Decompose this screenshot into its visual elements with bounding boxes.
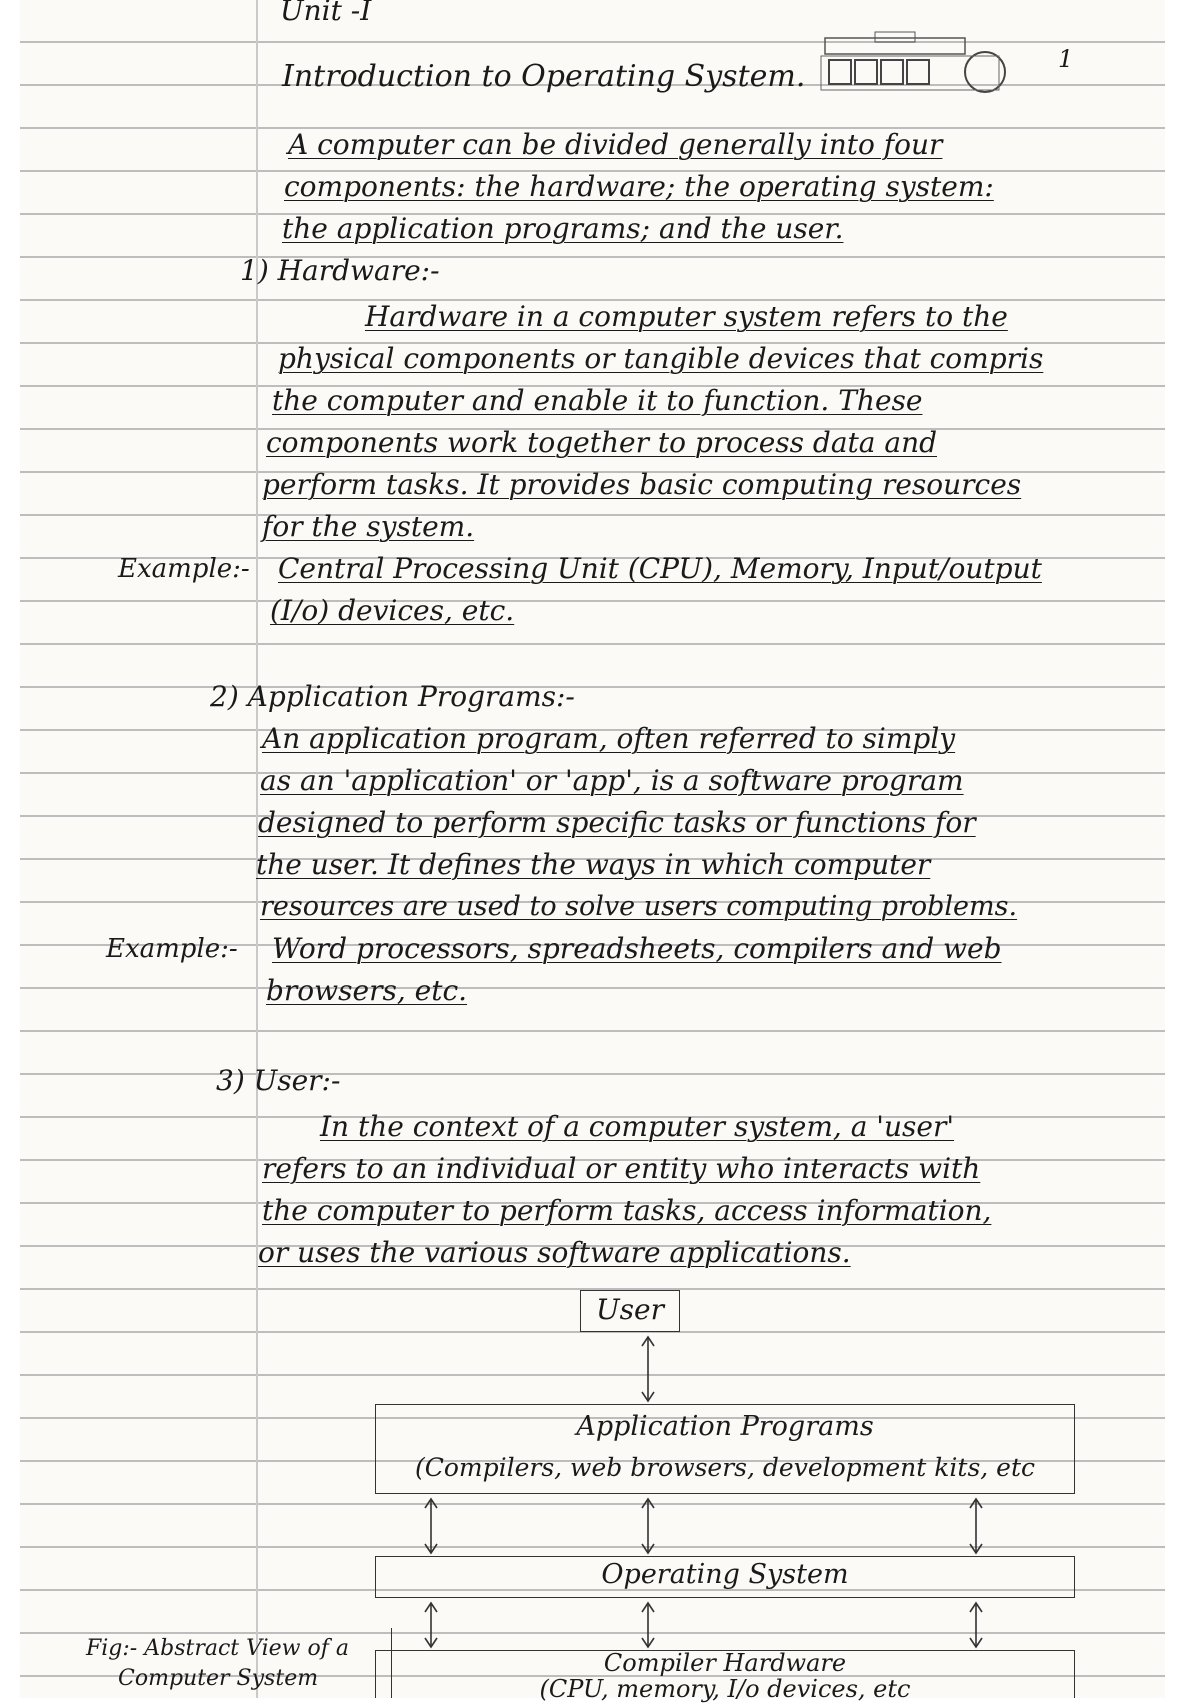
page-title: Introduction to Operating System.	[282, 59, 806, 94]
hardware-example-label: Example:-	[118, 554, 250, 584]
double-arrow-icon	[423, 1496, 439, 1556]
double-arrow-icon	[640, 1334, 656, 1404]
figure-caption: Computer System	[118, 1666, 319, 1691]
applications-line: resources are used to solve users computing problems.	[260, 891, 1018, 922]
page-number: 1	[1058, 45, 1074, 73]
user-line: refers to an individual or entity who interacts with	[262, 1152, 981, 1185]
diagram-hardware-sub: (CPU, memory, I/o devices, etc	[539, 1675, 911, 1703]
figure-caption: Fig:- Abstract View of a	[86, 1636, 349, 1661]
intro-line: components: the hardware; the operating system:	[284, 170, 994, 203]
applications-example-line: browsers, etc.	[266, 974, 468, 1007]
diagram-os-label: Operating System	[601, 1559, 849, 1590]
user-heading: 3) User:-	[216, 1064, 341, 1097]
diagram-user-box	[580, 1290, 680, 1332]
double-arrow-icon	[640, 1496, 656, 1556]
applications-line: An application program, often referred to simply	[262, 722, 956, 755]
diagram-hardware-title: Compiler Hardware	[603, 1649, 847, 1677]
unit-label: Unit -I	[280, 0, 372, 27]
hardware-line: Hardware in a computer system refers to the	[365, 300, 1008, 333]
applications-line: as an 'application' or 'app', is a software program	[260, 764, 964, 797]
double-arrow-icon	[423, 1600, 439, 1650]
user-line: or uses the various software applications.	[258, 1236, 851, 1269]
hardware-line: for the system.	[262, 510, 475, 543]
double-arrow-icon	[968, 1496, 984, 1556]
applications-example-label: Example:-	[106, 934, 238, 964]
diagram-hardware-box	[375, 1649, 1075, 1703]
notebook-stamp-icon	[815, 30, 1015, 100]
hardware-heading: 1) Hardware:-	[240, 254, 440, 287]
diagram-user-label: User	[596, 1293, 664, 1326]
intro-line: the application programs; and the user.	[282, 212, 844, 245]
user-line: the computer to perform tasks, access information,	[262, 1194, 992, 1227]
applications-line: designed to perform specific tasks or functions for	[258, 806, 976, 839]
notebook-page	[20, 0, 1165, 1703]
hardware-line: physical components or tangible devices that compris	[278, 342, 1044, 375]
hardware-line: components work together to process data and	[266, 426, 938, 459]
applications-heading: 2) Application Programs:-	[210, 680, 575, 713]
hardware-example-line: Central Processing Unit (CPU), Memory, Input/output	[278, 552, 1042, 585]
diagram-app-sub: (Compilers, web browsers, development kits, etc	[414, 1453, 1036, 1482]
hardware-example-line: (I/o) devices, etc.	[270, 594, 515, 627]
diagram-app-title: Application Programs	[576, 1411, 874, 1442]
diagram-app-box	[375, 1404, 1075, 1494]
hardware-line: the computer and enable it to function. These	[272, 384, 923, 417]
user-line: In the context of a computer system, a 'user'	[320, 1110, 955, 1143]
intro-line: A computer can be divided generally into four	[288, 128, 943, 161]
applications-line: the user. It defines the ways in which computer	[256, 848, 931, 881]
diagram-os-box	[375, 1556, 1075, 1598]
hardware-line: perform tasks. It provides basic computing resources	[262, 468, 1022, 501]
double-arrow-icon	[640, 1600, 656, 1650]
applications-example-line: Word processors, spreadsheets, compilers and web	[272, 932, 1002, 965]
double-arrow-icon	[968, 1600, 984, 1650]
